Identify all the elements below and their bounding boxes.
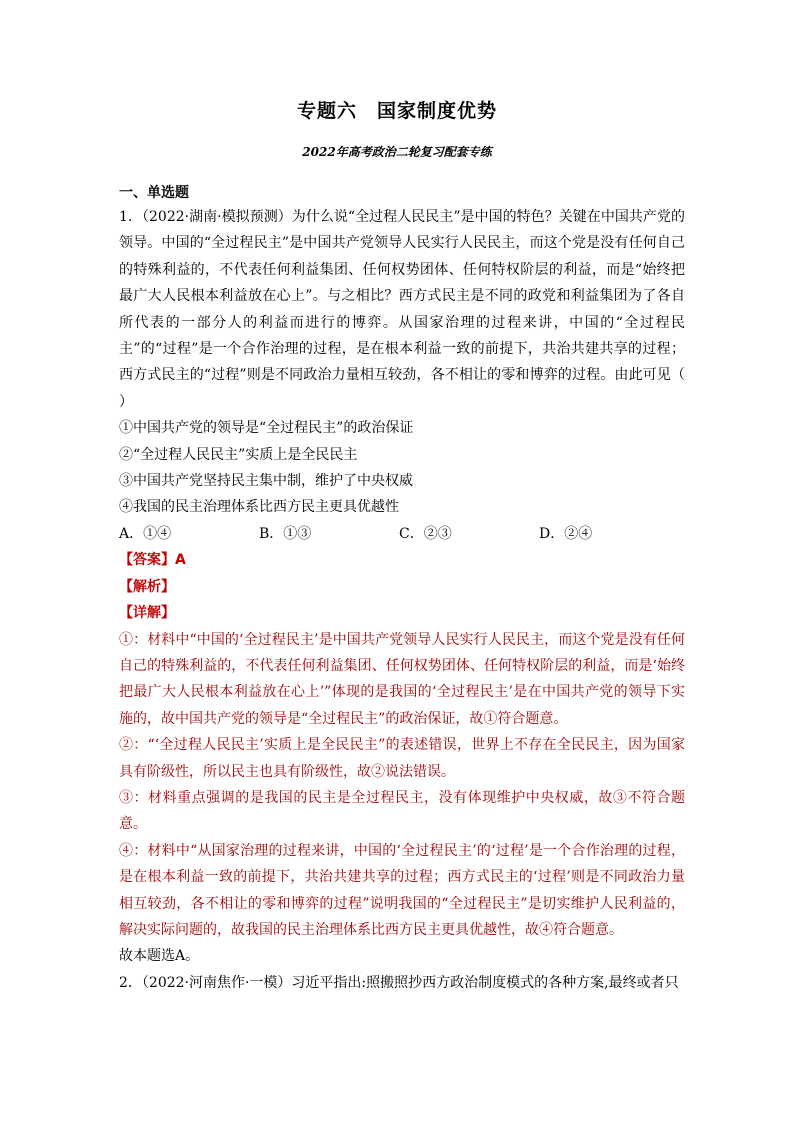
- question-1-stem: 1．（2022·湖南·模拟预测）为什么说“全过程人民民主”是中国的特色？关键在中国共产党的领导。中国的“全过程民主”是中国共产党领导人民实行人民民主，而这个党是没有任何自己的特殊利益的，不代表任何利益集团、任何权势团体、任何特权阶层的利益，而是“始终把最广大人民根本利益放在心上”。与之相比？西方式民主是不同的政党和利益集团为了各自所代表的一部分人的利益而进行的博弈。从国家治理的过程来讲，中国的“全过程民主”的“过程”是一个合作治理的过程，是在根本利益一致的前提下，共治共建共享的过程；西方式民主的“过程”则是不同政治力量相互较劲，各不相让的零和博弈的过程。由此可见（ ）: [119, 209, 713, 410]
- answer-tag: 【答案】A: [119, 552, 186, 569]
- analysis-item-1: ①：材料中“中国的‘全过程民主’是中国共产党领导人民实行人民民主，而这个党是没有任何自己的特殊利益的，不代表任何利益集团、任何权势团体、任何特权阶层的利益，而是‘始终把最广大人民根本利益放在心上’”体现的是我国的‘全过程民主’是在中国共产党的领导下实施的，故中国共产党的领导是“全过程民主”的政治保证，故①符合题意。: [119, 631, 685, 727]
- question-1-choices: [119, 521, 685, 547]
- analysis-item-2: ②：“‘全过程人民民主’实质上是全民民主”的表述错误，世界上不存在全民民主，因为国家具有阶级性，所以民主也具有阶级性，故②说法错误。: [119, 737, 685, 780]
- question-2-stem: 2．（2022·河南焦作·一模）习近平指出:照搬照抄西方政治制度模式的各种方案,最终或者只: [119, 974, 679, 991]
- question-1-option-4: ④我国的民主治理体系比西方民主更具优越性: [119, 499, 399, 516]
- section-heading: 一、单选题: [119, 185, 189, 201]
- analysis-item-4: ④：材料中“从国家治理的过程来讲，中国的‘全过程民主’的‘过程’是一个合作治理的过程，是在根本利益一致的前提下，共治共建共享的过程；西方式民主的‘过程’则是不同政治力量相互较劲，各不相让的零和博弈的过程”说明我国的“全过程民主”是切实维护人民利益的，解决实际问题的，故我国的民主治理体系比西方民主更具优越性，故④符合题意。: [119, 842, 685, 938]
- analysis-item-3: ③：材料重点强调的是我国的民主是全过程民主，没有体现维护中央权威，故③不符合题意。: [119, 789, 685, 833]
- detail-tag: 【详解】: [119, 605, 175, 622]
- document-subtitle: 2022年高考政治二轮复习配套专练: [302, 145, 492, 159]
- document-body: [119, 182, 713, 996]
- question-1-conclusion: 故本题选A。: [119, 948, 200, 965]
- question-1-option-2: ②“全过程人民民主”实质上是全民民主: [119, 446, 358, 463]
- choice-d: D．②④: [539, 525, 593, 542]
- question-1-option-3: ③中国共产党坚持民主集中制，维护了中央权威: [119, 473, 413, 490]
- question-1-option-1: ①中国共产党的领导是“全过程民主”的政治保证: [119, 420, 414, 437]
- document-title: 专题六 国家制度优势: [296, 100, 497, 122]
- analysis-tag: 【解析】: [119, 578, 175, 595]
- choice-a: A．①④: [119, 525, 172, 542]
- choice-b: B．①③: [259, 525, 312, 542]
- choice-c: C．②③: [399, 525, 452, 542]
